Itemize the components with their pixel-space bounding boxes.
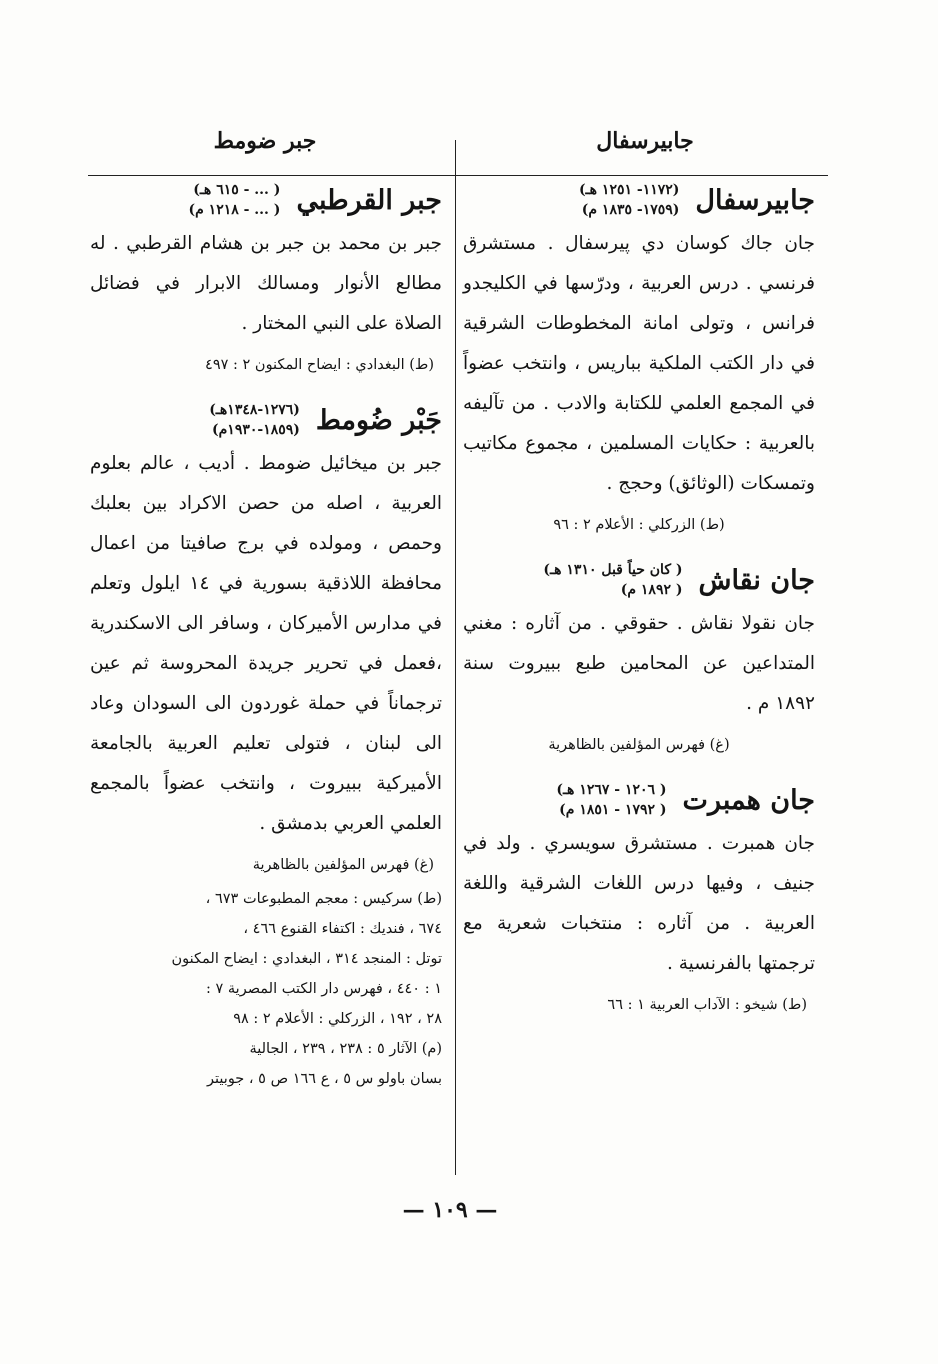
hijri-dates: (١١٧٢- ١٢٥١ هـ) (578, 182, 680, 198)
column-divider (455, 140, 456, 1175)
entry-references (90, 884, 442, 1094)
gregorian-dates: (١٧٥٩- ١٨٣٥ م) (581, 202, 680, 218)
reference-line: ٦٧٤ ، فنديك : اكتفاء القنوع ٤٦٦ ، (243, 921, 442, 937)
entry-name: جبر القرطبي (296, 184, 442, 216)
entry-name: جان نقاش (698, 564, 815, 596)
gregorian-dates: (١٨٥٩-١٩٣٠م) (212, 422, 300, 438)
page-number: — ١٠٩ — (402, 1197, 498, 1223)
hijri-dates: (١٢٧٦-١٣٤٨هـ) (209, 402, 300, 418)
hijri-dates: ( ١٢٠٦ - ١٢٦٧ هـ) (556, 782, 667, 798)
header-rule (88, 175, 828, 176)
hijri-dates: ( كان حياً قبل ١٣١٠ هـ) (543, 562, 683, 578)
reference-line: (م) الآثار ٥ : ٢٣٨ ، ٢٣٩ ، الجالية (249, 1041, 442, 1057)
entry-body: جان جاك كوسان دي پيرسفال . مستشرق فرنسي . درس العربية ، ودرّسها في الكليجدو فرانس ، وتولى امانة المخطوطات الشرقية في دار الكتب الملكية بباريس ، وانتخب عضواً في المجمع العلمي للكتابة والادب . من تآليفه بالعربية : حكايات المسلمين ، مجموع مكاتيب وتمسكات (الوثائق) وحجج . (463, 233, 815, 494)
gregorian-dates: ( ١٧٩٢ - ١٨٥١ م) (559, 802, 667, 818)
entry-dates (189, 180, 281, 220)
left-column (90, 180, 442, 1114)
entry-name: جان همبرت (682, 784, 815, 816)
reference-line: ٢٨ ، ١٩٢ ، الزركلي : الأعلام ٢ : ٩٨ (233, 1011, 442, 1027)
entry-jabr-qurtubi (90, 180, 442, 380)
entry-dates (556, 780, 666, 820)
running-header-right: جابيرسفال (596, 128, 694, 154)
entry-jabiersfal (463, 180, 815, 540)
entry-body: جان نقولا نقاش . حقوقي . من آثاره : مغني المتداعين عن المحامين طبع ببيروت سنة ١٨٩٢ م . (463, 613, 815, 714)
entry-source: (ط) البغدادي : ايضاح المكنون ٢ : ٤٩٧ (205, 357, 434, 373)
reference-line: بسان باولو س ٥ ، ع ١٦٦ ص ٥ ، جوبيتر (207, 1071, 442, 1087)
entry-dates (543, 560, 682, 600)
reference-line: (ط) سركيس : معجم المطبوعات ٦٧٣ ، (205, 891, 442, 907)
entry-name: جَبْر ضُومط (315, 404, 442, 436)
gregorian-dates: ( ... - ١٢١٨ م) (188, 202, 281, 218)
entry-name: جابيرسفال (695, 184, 815, 216)
entry-source: (غ) فهرس المؤلفين بالظاهرية (252, 857, 434, 873)
entry-body: جبر بن ميخائيل ضومط . أديب ، عالم بعلوم العربية ، اصله من حصن الاكراد بين بعلبك وحمص ، ومولده في برج صافيتا من اعمال محافظة اللاذقية بسورية في ١٤ ايلول وتعلم في مدارس الأميركان ، وسافر الى الاسكندرية ،فعمل في تحرير جريدة المحروسة ثم عين ترجماناً في حملة غوردون الى السودان وعاد الى لبنان ، فتولى تعليم العربية بالجامعة الأميركية ببيروت ، وانتخب عضواً بالمجمع العلمي العربي بدمشق . (90, 453, 442, 834)
entry-source: (غ) فهرس المؤلفين بالظاهرية (548, 737, 730, 753)
entry-heading (463, 180, 815, 220)
entry-heading (463, 560, 815, 600)
entry-heading (90, 400, 442, 440)
gregorian-dates: ( ١٨٩٢ م) (620, 582, 683, 598)
entry-jan-humbert (463, 780, 815, 1020)
entry-jan-naqqash (463, 560, 815, 760)
right-column (463, 180, 815, 1040)
hijri-dates: ( ... - ٦١٥ هـ) (193, 182, 281, 198)
entry-body: جبر بن محمد بن جبر بن هشام القرطبي . له مطالع الأنوار ومسالك الابرار في فضائل الصلاة على النبي المختار . (90, 233, 442, 334)
entry-dates (209, 400, 300, 440)
entry-source: (ط) شيخو : الآداب العربية ١ : ٦٦ (607, 997, 807, 1013)
entry-jabr-dumit (90, 400, 442, 1094)
entry-heading (90, 180, 442, 220)
entry-heading (463, 780, 815, 820)
running-header-left: جبر ضومط (213, 128, 317, 154)
entry-body: جان همبرت . مستشرق سويسري . ولد في جنيف ، وفيها درس اللغات الشرقية واللغة العربية . من آثاره : منتخبات شعرية مع ترجمتها بالفرنسية . (463, 833, 815, 974)
reference-line: ١ : ٤٤٠ ، فهرس دار الكتب المصرية ٧ : (206, 981, 442, 997)
entry-dates (579, 180, 679, 220)
entry-source: (ط) الزركلي : الأعلام ٢ : ٩٦ (553, 517, 725, 533)
reference-line: توتل : المنجد ٣١٤ ، البغدادي : ايضاح المكنون (171, 951, 442, 967)
